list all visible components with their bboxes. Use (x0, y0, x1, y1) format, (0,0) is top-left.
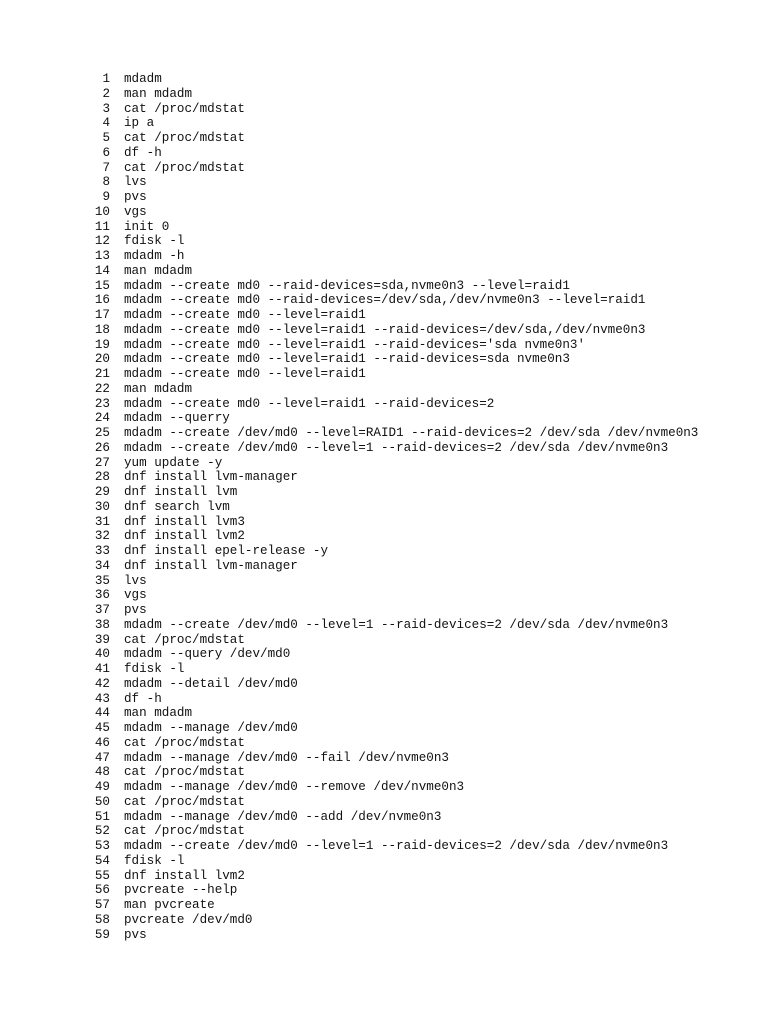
command-text: mdadm --create md0 --raid-devices=/dev/sda,/dev/nvme0n3 --level=raid1 (124, 293, 646, 308)
history-line (84, 411, 698, 426)
history-line (84, 706, 698, 721)
line-number: 51 (94, 809, 110, 824)
command-text: pvs (124, 927, 147, 942)
command-text: mdadm --create md0 --level=raid1 (124, 308, 366, 322)
history-line (84, 87, 698, 102)
command-text: dnf search lvm (124, 499, 230, 514)
line-number: 16 (94, 293, 110, 308)
command-text: cat /proc/mdstat (124, 131, 245, 145)
command-text: cat /proc/mdstat (124, 632, 245, 647)
command-text: yum update -y (124, 455, 223, 470)
command-text: mdadm --manage /dev/md0 --remove /dev/nvme0n3 (124, 780, 465, 794)
command-text: man mdadm (124, 86, 193, 101)
line-number: 55 (94, 868, 110, 883)
history-line (84, 883, 698, 898)
line-number: 42 (94, 676, 110, 691)
command-text: mdadm --manage /dev/md0 (124, 721, 298, 735)
history-line (84, 397, 698, 412)
history-line (84, 529, 698, 544)
history-line (84, 618, 698, 633)
line-number: 43 (94, 691, 110, 706)
line-number: 5 (102, 131, 110, 145)
history-line (84, 692, 698, 707)
command-text: mdadm --create md0 --level=raid1 --raid-devices='sda nvme0n3' (124, 337, 586, 352)
history-line (84, 677, 698, 692)
history-line (84, 352, 698, 367)
command-text: man pvcreate (124, 898, 215, 912)
line-number: 3 (102, 101, 110, 116)
line-number: 22 (94, 381, 110, 396)
command-text: mdadm --create md0 --level=raid1 (124, 367, 366, 381)
line-number: 49 (94, 780, 110, 794)
command-text: mdadm --manage /dev/md0 --fail /dev/nvme0n3 (124, 750, 449, 765)
line-number: 31 (94, 514, 110, 529)
history-line (84, 249, 698, 264)
line-number: 35 (94, 573, 110, 588)
command-text: mdadm (124, 72, 162, 86)
line-number: 19 (94, 337, 110, 352)
history-line (84, 234, 698, 249)
history-line (84, 131, 698, 146)
line-number: 39 (94, 632, 110, 647)
line-number: 28 (94, 470, 110, 485)
command-text: mdadm --create md0 --level=raid1 --raid-devices=sda nvme0n3 (124, 352, 570, 367)
history-line (84, 765, 698, 780)
history-line (84, 588, 698, 603)
history-line (84, 913, 698, 928)
line-number: 29 (94, 485, 110, 499)
command-text: dnf install lvm3 (124, 514, 245, 529)
line-number: 40 (94, 647, 110, 662)
history-line (84, 736, 698, 751)
command-text: man mdadm (124, 381, 193, 396)
command-text: mdadm --create /dev/md0 --level=1 --raid-devices=2 /dev/sda /dev/nvme0n3 (124, 617, 669, 632)
line-number: 30 (94, 499, 110, 514)
line-number: 26 (94, 440, 110, 455)
line-number: 34 (94, 558, 110, 573)
line-number: 7 (102, 160, 110, 175)
command-text: dnf install lvm-manager (124, 470, 298, 485)
command-text: lvs (124, 175, 147, 190)
command-text: cat /proc/mdstat (124, 765, 245, 780)
line-number: 45 (94, 721, 110, 735)
command-text: dnf install lvm (124, 485, 238, 499)
history-line (84, 662, 698, 677)
line-number: 11 (94, 219, 110, 234)
command-text: cat /proc/mdstat (124, 824, 245, 839)
history-line (84, 470, 698, 485)
history-line (84, 824, 698, 839)
history-line (84, 161, 698, 176)
line-number: 9 (102, 190, 110, 204)
command-text: mdadm --create /dev/md0 --level=1 --raid-devices=2 /dev/sda /dev/nvme0n3 (124, 839, 669, 853)
command-text: mdadm --create md0 --level=raid1 --raid-devices=/dev/sda,/dev/nvme0n3 (124, 322, 646, 337)
command-text: dnf install lvm2 (124, 868, 245, 883)
line-number: 33 (94, 544, 110, 558)
command-text: lvs (124, 573, 147, 588)
command-text: cat /proc/mdstat (124, 794, 245, 809)
line-number: 57 (94, 898, 110, 912)
command-text: pvcreate /dev/md0 (124, 912, 253, 927)
line-number: 25 (94, 426, 110, 440)
history-line (84, 367, 698, 382)
history-line (84, 102, 698, 117)
line-number: 20 (94, 352, 110, 367)
command-text: man mdadm (124, 706, 193, 721)
command-text: ip a (124, 116, 155, 131)
history-line (84, 308, 698, 323)
history-line (84, 633, 698, 648)
line-number: 15 (94, 278, 110, 293)
history-line (84, 574, 698, 589)
command-text: vgs (124, 204, 147, 219)
line-number: 44 (94, 706, 110, 721)
command-history-list (84, 72, 698, 942)
history-line (84, 279, 698, 294)
line-number: 58 (94, 912, 110, 927)
line-number: 18 (94, 322, 110, 337)
command-text: dnf install lvm-manager (124, 558, 298, 573)
command-text: df -h (124, 145, 162, 160)
history-line (84, 485, 698, 500)
command-text: fdisk -l (124, 853, 185, 868)
history-line (84, 264, 698, 279)
line-number: 37 (94, 603, 110, 617)
line-number: 8 (102, 175, 110, 190)
line-number: 48 (94, 765, 110, 780)
history-line (84, 603, 698, 618)
line-number: 24 (94, 411, 110, 426)
history-line (84, 190, 698, 205)
line-number: 32 (94, 529, 110, 544)
command-text: cat /proc/mdstat (124, 160, 245, 175)
history-line (84, 869, 698, 884)
line-number: 46 (94, 735, 110, 750)
command-text: fdisk -l (124, 662, 185, 676)
command-text: dnf install lvm2 (124, 529, 245, 544)
history-line (84, 456, 698, 471)
history-line (84, 338, 698, 353)
history-line (84, 751, 698, 766)
line-number: 50 (94, 794, 110, 809)
line-number: 47 (94, 750, 110, 765)
history-line (84, 323, 698, 338)
history-line (84, 116, 698, 131)
history-line (84, 839, 698, 854)
history-line (84, 175, 698, 190)
command-text: mdadm --create md0 --level=raid1 --raid-devices=2 (124, 396, 495, 411)
command-text: mdadm --create md0 --raid-devices=sda,nvme0n3 --level=raid1 (124, 278, 570, 293)
command-text: cat /proc/mdstat (124, 735, 245, 750)
line-number: 59 (94, 927, 110, 942)
command-text: mdadm --create /dev/md0 --level=RAID1 --raid-devices=2 /dev/sda /dev/nvme0n3 (124, 426, 699, 440)
command-text: pvcreate --help (124, 883, 238, 898)
history-line (84, 293, 698, 308)
line-number: 17 (94, 308, 110, 322)
command-text: dnf install epel-release -y (124, 544, 329, 558)
line-number: 36 (94, 588, 110, 603)
line-number: 23 (94, 396, 110, 411)
history-line (84, 205, 698, 220)
line-number: 13 (94, 249, 110, 263)
line-number: 27 (94, 455, 110, 470)
line-number: 52 (94, 824, 110, 839)
history-line (84, 515, 698, 530)
history-line (84, 854, 698, 869)
line-number: 2 (102, 86, 110, 101)
command-text: mdadm --create /dev/md0 --level=1 --raid-devices=2 /dev/sda /dev/nvme0n3 (124, 440, 669, 455)
line-number: 6 (102, 145, 110, 160)
command-text: df -h (124, 691, 162, 706)
history-line (84, 928, 698, 943)
line-number: 10 (94, 204, 110, 219)
history-line (84, 382, 698, 397)
history-line (84, 721, 698, 736)
command-text: init 0 (124, 219, 170, 234)
command-text: cat /proc/mdstat (124, 101, 245, 116)
command-text: mdadm -h (124, 249, 185, 263)
history-line (84, 780, 698, 795)
history-line (84, 647, 698, 662)
command-text: mdadm --detail /dev/md0 (124, 676, 298, 691)
history-line (84, 72, 698, 87)
line-number: 56 (94, 883, 110, 898)
command-text: vgs (124, 588, 147, 603)
history-line (84, 220, 698, 235)
line-number: 54 (94, 853, 110, 868)
line-number: 41 (94, 662, 110, 676)
history-line (84, 898, 698, 913)
history-line (84, 500, 698, 515)
history-line (84, 146, 698, 161)
command-text: mdadm --querry (124, 411, 230, 426)
command-text: man mdadm (124, 263, 193, 278)
line-number: 53 (94, 839, 110, 853)
history-line (84, 426, 698, 441)
line-number: 14 (94, 263, 110, 278)
history-line (84, 559, 698, 574)
command-text: mdadm --manage /dev/md0 --add /dev/nvme0n3 (124, 809, 442, 824)
command-text: fdisk -l (124, 234, 185, 249)
line-number: 4 (102, 116, 110, 131)
history-line (84, 795, 698, 810)
history-line (84, 810, 698, 825)
command-text: pvs (124, 190, 147, 204)
history-line (84, 544, 698, 559)
line-number: 12 (94, 234, 110, 249)
command-text: pvs (124, 603, 147, 617)
command-text: mdadm --query /dev/md0 (124, 647, 291, 662)
line-number: 21 (94, 367, 110, 381)
history-line (84, 441, 698, 456)
line-number: 38 (94, 617, 110, 632)
line-number: 1 (102, 72, 110, 86)
